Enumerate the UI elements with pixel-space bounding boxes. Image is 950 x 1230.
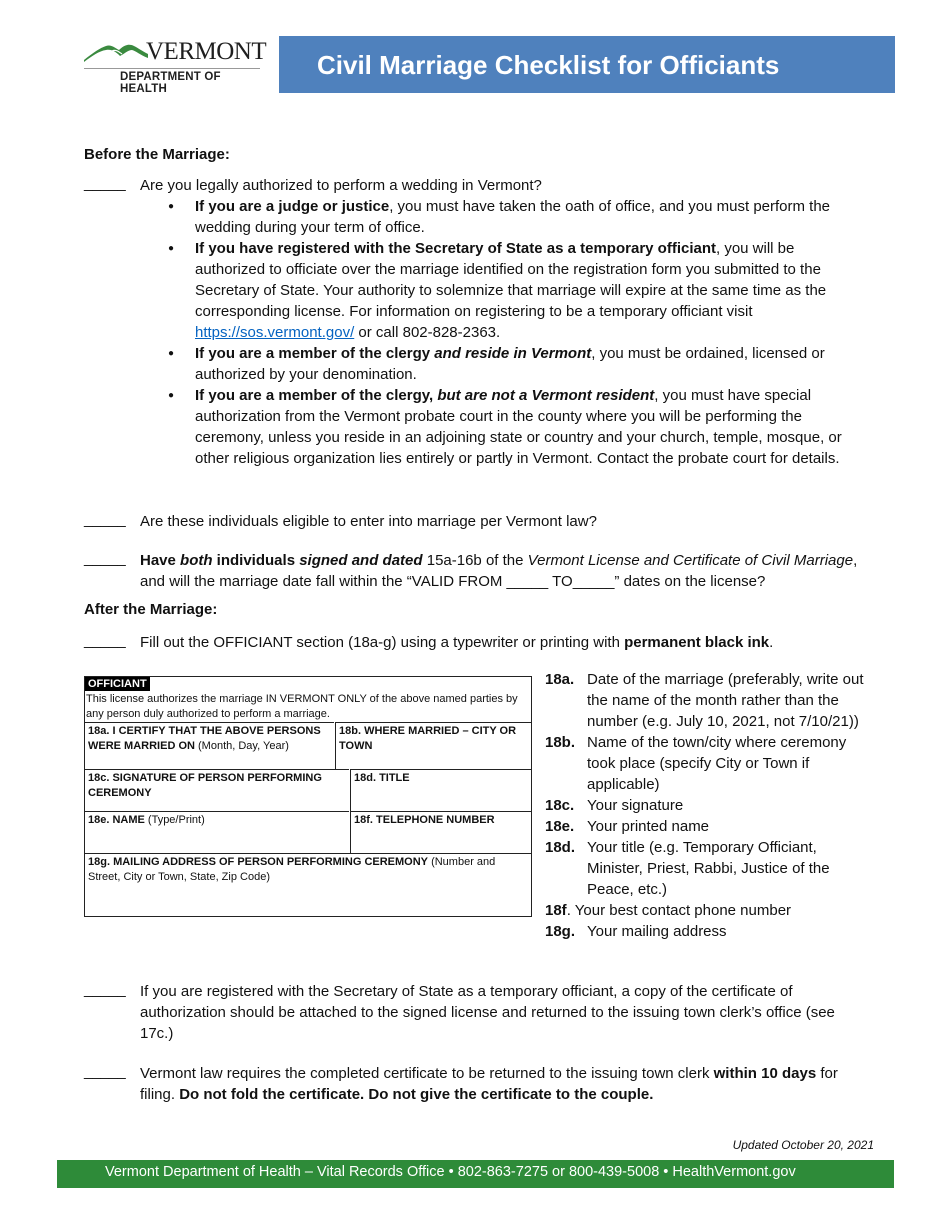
field-18a[interactable]: 18a. I CERTIFY THAT THE ABOVE PERSONS WERE MARRIED ON (Month, Day, Year): [85, 722, 334, 770]
mountain-logo-icon: [84, 38, 148, 68]
checkbox-blank-3[interactable]: _____: [84, 550, 126, 567]
ref-18d: 18d. Your title (e.g. Temporary Officiant, Minister, Priest, Rabbi, Justice of the Peace, etc.): [545, 839, 830, 898]
ref-18a: 18a. Date of the marriage (preferably, write out the name of the month rather than the number (e.g. July 10, 2021, not 7/10/21)): [545, 671, 864, 730]
field-18c[interactable]: 18c. SIGNATURE OF PERSON PERFORMING CEREMONY: [85, 769, 349, 811]
before-heading: Before the Marriage:: [84, 146, 230, 163]
officiant-form: [84, 676, 532, 917]
after-heading: After the Marriage:: [84, 601, 218, 618]
ref-18e: 18e. Your printed name: [545, 818, 710, 835]
question-eligible: Are these individuals eligible to enter into marriage per Vermont law?: [140, 513, 597, 530]
field-18b[interactable]: 18b. WHERE MARRIED – CITY OR TOWN: [336, 722, 531, 770]
logo-name: VERMONT: [146, 38, 267, 65]
form-license-text: This license authorizes the marriage IN VERMONT ONLY of the above named parties by any person duly authorized to perform a marriage.: [86, 693, 518, 720]
bullet-clergy-nonresident: ● If you are a member of the clergy, but are not a Vermont resident, you must have special authorization from the Vermont probate court in the county where you will be performing the ceremony, unless you reside in an adjoining state or country and your church, temple, mosque, or other religious organization lies entirely or partly in Vermont. Contact the probate court for details.: [168, 385, 868, 469]
logo-divider: [84, 68, 260, 69]
field-18f[interactable]: 18f. TELEPHONE NUMBER: [351, 811, 531, 853]
question-return-deadline: Vermont law requires the completed certificate to be returned to the issuing town clerk within 10 days for filing. Do not fold the certificate. Do not give the certificate to the couple.: [140, 1065, 838, 1103]
question-authorized: Are you legally authorized to perform a wedding in Vermont?: [140, 177, 542, 194]
field-reference-list: [545, 669, 875, 942]
bullet-judge: ● If you are a judge or justice, you must have taken the oath of office, and you must perform the wedding during your term of office.: [168, 196, 868, 238]
field-18g[interactable]: 18g. MAILING ADDRESS OF PERSON PERFORMING CEREMONY (Number and Street, City or Town, State, Zip Code): [85, 853, 531, 916]
authorization-bullets: [168, 196, 868, 469]
footer-text: Vermont Department of Health – Vital Records Office • 802-863-7275 or 800-439-5008 • HealthVermont.gov: [105, 1164, 796, 1180]
checkbox-blank-2[interactable]: _____: [84, 511, 126, 528]
ref-18g: 18g. Your mailing address: [545, 923, 727, 940]
sos-link[interactable]: https://sos.vermont.gov/: [195, 324, 355, 341]
page-title: Civil Marriage Checklist for Officiants: [317, 50, 780, 80]
updated-date: Updated October 20, 2021: [732, 1138, 874, 1152]
vermont-health-logo: [84, 38, 267, 95]
question-certificate-copy: If you are registered with the Secretary of State as a temporary officiant, a copy of the certificate of authorization should be attached to the signed license and returned to the issuing town clerk’s office (see 17c.): [140, 983, 835, 1042]
field-18d[interactable]: 18d. TITLE: [351, 769, 531, 811]
title-banner: [279, 36, 895, 93]
question-signed-dated: Have both individuals signed and dated 15a-16b of the Vermont License and Certificate of Civil Marriage, and will the marriage date fall within the “VALID FROM _____ TO_____” dates on the license?: [140, 552, 858, 590]
form-header: OFFICIANT: [85, 677, 150, 691]
logo-department: DEPARTMENT OF HEALTH: [120, 71, 221, 95]
checkbox-blank-4[interactable]: _____: [84, 632, 126, 649]
field-18e[interactable]: 18e. NAME (Type/Print): [85, 811, 349, 853]
bullet-clergy-resident: ● If you are a member of the clergy and reside in Vermont, you must be ordained, licensed or authorized by your denomination.: [168, 343, 868, 385]
ref-18b: 18b. Name of the town/city where ceremony took place (specify City or Town if applicable): [545, 734, 847, 793]
checkbox-blank-1[interactable]: _____: [84, 175, 126, 192]
checkbox-blank-6[interactable]: _____: [84, 1063, 126, 1080]
ref-18f: 18f. Your best contact phone number: [545, 902, 792, 919]
ref-18c: 18c. Your signature: [545, 797, 684, 814]
footer-bar: [57, 1160, 894, 1188]
bullet-temporary-officiant: ● If you have registered with the Secretary of State as a temporary officiant, you will be authorized to officiate over the marriage identified on the registration form you submitted to the Secretary of State. Your authority to solemnize that marriage will expire at the same time as the corresponding license. For information on registering to be a temporary officiant visit https://sos.vermont.gov/ or call 802-828-2363.: [168, 238, 868, 343]
checkbox-blank-5[interactable]: _____: [84, 981, 126, 998]
question-fill-officiant: Fill out the OFFICIANT section (18a-g) using a typewriter or printing with permanent black ink.: [140, 634, 774, 651]
